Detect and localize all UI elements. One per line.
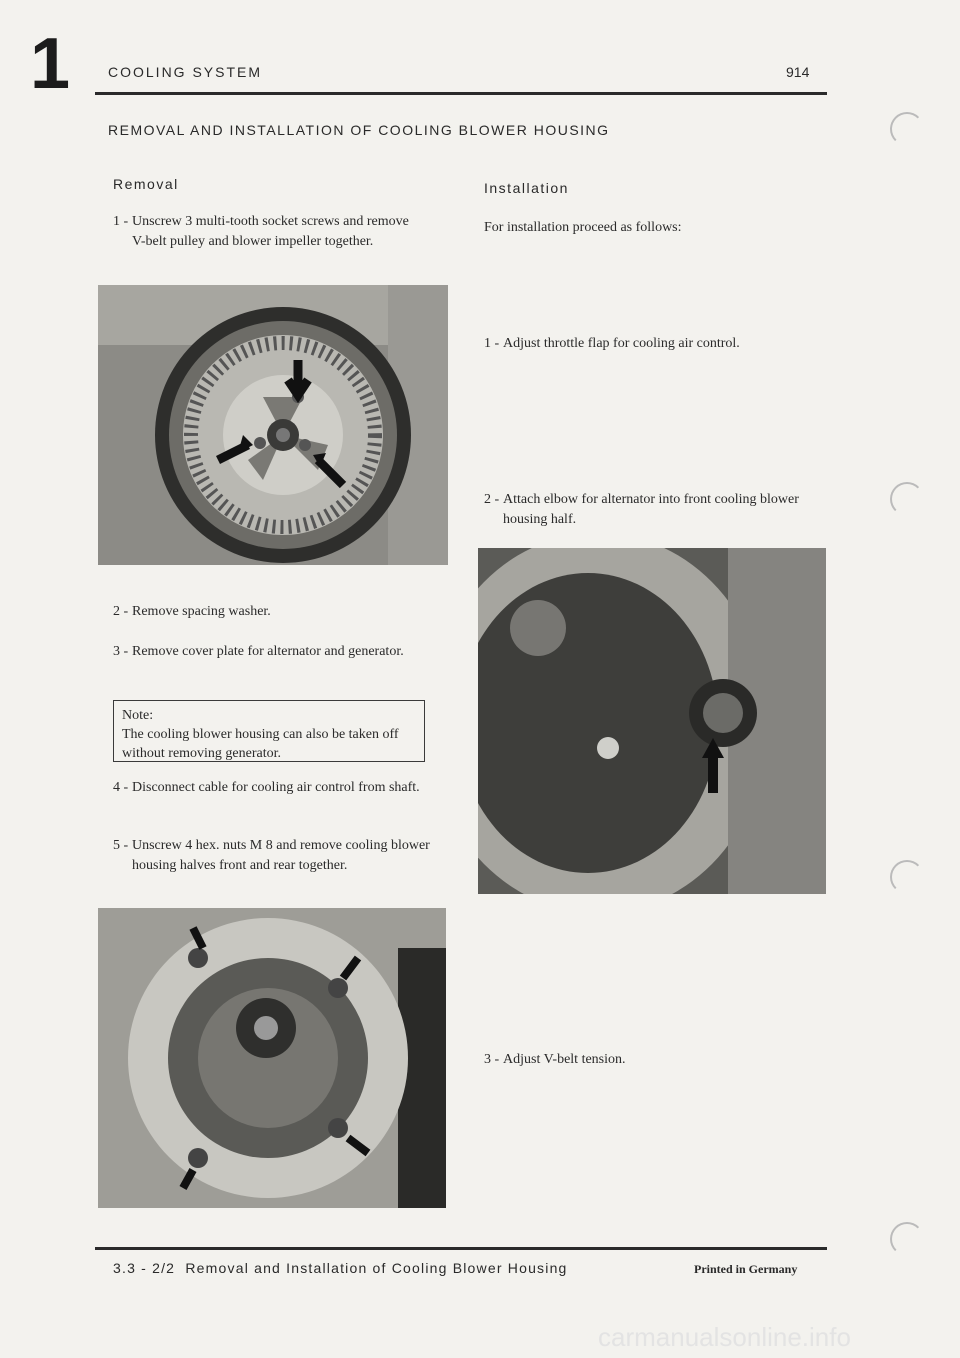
photo-blower-impeller bbox=[98, 285, 448, 565]
section-number: 1 bbox=[30, 24, 71, 104]
step-text: Unscrew 4 hex. nuts M 8 and remove cooling blower housing halves front and rear together. bbox=[132, 838, 430, 873]
step-text: Disconnect cable for cooling air control from shaft. bbox=[132, 780, 420, 795]
step-number: 2 - bbox=[113, 604, 129, 619]
header-rule bbox=[95, 92, 827, 95]
note-box bbox=[113, 700, 425, 762]
installation-intro: For installation proceed as follows: bbox=[484, 220, 682, 235]
installation-step-1 bbox=[484, 334, 824, 354]
note-text: The cooling blower housing can also be taken off without removing generator. bbox=[122, 727, 399, 761]
step-number: 5 - bbox=[113, 838, 129, 853]
footer-section bbox=[113, 1260, 568, 1276]
step-number: 3 - bbox=[484, 1052, 500, 1067]
step-number: 1 - bbox=[484, 336, 500, 351]
step-text: Adjust throttle flap for cooling air control. bbox=[503, 336, 740, 351]
photo-blower-housing-nuts bbox=[98, 908, 446, 1208]
step-number: 2 - bbox=[484, 492, 500, 507]
removal-step-5 bbox=[113, 836, 443, 876]
installation-step-3 bbox=[484, 1050, 824, 1070]
binder-hole bbox=[890, 482, 924, 516]
footer-section-title: Removal and Installation of Cooling Blower Housing bbox=[185, 1260, 568, 1276]
note-label: Note: bbox=[122, 708, 154, 723]
step-number: 3 - bbox=[113, 644, 129, 659]
installation-step-2 bbox=[484, 490, 824, 530]
step-number: 1 - bbox=[113, 214, 129, 229]
removal-step-3 bbox=[113, 642, 425, 662]
removal-step-1 bbox=[113, 212, 425, 252]
step-text: Adjust V-belt tension. bbox=[503, 1052, 626, 1067]
step-number: 4 - bbox=[113, 780, 129, 795]
printed-in: Printed in Germany bbox=[694, 1262, 798, 1276]
running-head: COOLING SYSTEM bbox=[108, 64, 263, 80]
installation-heading: Installation bbox=[484, 180, 569, 196]
binder-hole bbox=[890, 860, 924, 894]
footer-section-ref: 3.3 - 2/2 bbox=[113, 1260, 176, 1276]
step-text: Unscrew 3 multi-tooth socket screws and remove V-belt pulley and blower impeller together. bbox=[132, 214, 409, 249]
footer-rule bbox=[95, 1247, 827, 1250]
binder-hole bbox=[890, 112, 924, 146]
binder-hole bbox=[890, 1222, 924, 1256]
removal-heading: Removal bbox=[113, 176, 179, 192]
photo-alternator-elbow bbox=[478, 548, 826, 894]
page-number: 914 bbox=[786, 64, 810, 80]
step-text: Remove spacing washer. bbox=[132, 604, 271, 619]
page-title: REMOVAL AND INSTALLATION OF COOLING BLOWER HOUSING bbox=[108, 122, 610, 138]
removal-step-2 bbox=[113, 602, 425, 622]
step-text: Remove cover plate for alternator and generator. bbox=[132, 644, 404, 659]
step-text: Attach elbow for alternator into front cooling blower housing half. bbox=[503, 492, 799, 527]
watermark: carmanualsonline.info bbox=[598, 1322, 851, 1352]
removal-step-4 bbox=[113, 778, 425, 798]
